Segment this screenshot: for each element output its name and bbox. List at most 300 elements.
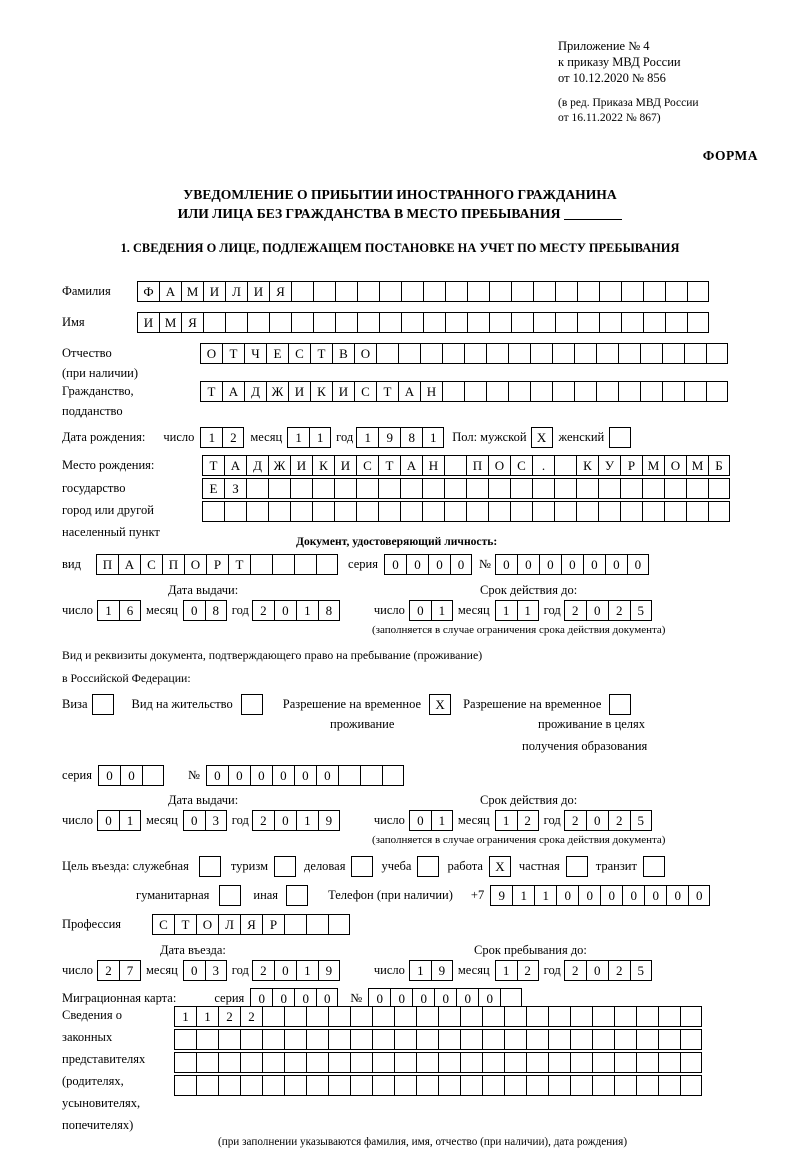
purpose-service-checkbox[interactable] — [199, 856, 221, 877]
form-cell[interactable]: А — [400, 455, 422, 476]
form-cell[interactable] — [422, 478, 444, 499]
form-cell[interactable] — [218, 1052, 240, 1073]
form-cell[interactable]: 2 — [608, 810, 630, 831]
legal-rep-row-4[interactable] — [174, 1075, 702, 1096]
purpose-business-checkbox[interactable] — [351, 856, 373, 877]
form-cell[interactable]: 0 — [316, 765, 338, 786]
form-cell[interactable] — [686, 501, 708, 522]
form-cell[interactable]: О — [354, 343, 376, 364]
form-cell[interactable] — [658, 1052, 680, 1073]
purpose-private-checkbox[interactable] — [566, 856, 588, 877]
form-cell[interactable] — [596, 343, 618, 364]
form-cell[interactable]: 3 — [205, 960, 227, 981]
form-cell[interactable] — [400, 501, 422, 522]
form-cell[interactable]: 1 — [409, 960, 431, 981]
doc-number-input[interactable] — [495, 554, 649, 575]
form-cell[interactable]: К — [310, 381, 332, 402]
form-cell[interactable] — [372, 1006, 394, 1027]
form-cell[interactable]: А — [222, 381, 244, 402]
form-cell[interactable]: Т — [222, 343, 244, 364]
form-cell[interactable]: 1 — [196, 1006, 218, 1027]
stay-issue-year-input[interactable] — [252, 810, 340, 831]
form-cell[interactable] — [599, 281, 621, 302]
form-cell[interactable] — [643, 281, 665, 302]
form-cell[interactable] — [577, 312, 599, 333]
stay-valid-month-input[interactable] — [495, 810, 539, 831]
form-cell[interactable]: 2 — [252, 960, 274, 981]
form-cell[interactable] — [533, 281, 555, 302]
form-cell[interactable]: 0 — [412, 988, 434, 1009]
stay-issue-month-input[interactable] — [183, 810, 227, 831]
form-cell[interactable] — [438, 1052, 460, 1073]
form-cell[interactable] — [680, 1006, 702, 1027]
form-cell[interactable]: 0 — [539, 554, 561, 575]
form-cell[interactable] — [464, 381, 486, 402]
form-cell[interactable] — [376, 343, 398, 364]
form-cell[interactable]: Ф — [137, 281, 159, 302]
form-cell[interactable] — [262, 1052, 284, 1073]
form-cell[interactable]: 0 — [406, 554, 428, 575]
form-cell[interactable]: И — [288, 381, 310, 402]
form-cell[interactable]: Т — [378, 455, 400, 476]
form-cell[interactable]: 1 — [296, 810, 318, 831]
stay-number-input[interactable] — [206, 765, 404, 786]
form-cell[interactable]: 0 — [97, 810, 119, 831]
form-cell[interactable]: 0 — [294, 988, 316, 1009]
form-cell[interactable] — [291, 281, 313, 302]
form-cell[interactable] — [400, 478, 422, 499]
form-cell[interactable]: 2 — [252, 600, 274, 621]
form-cell[interactable]: О — [200, 343, 222, 364]
form-cell[interactable] — [548, 1029, 570, 1050]
form-cell[interactable]: 6 — [119, 600, 141, 621]
form-cell[interactable] — [174, 1029, 196, 1050]
form-cell[interactable] — [526, 1029, 548, 1050]
form-cell[interactable] — [202, 501, 224, 522]
form-cell[interactable] — [684, 381, 706, 402]
name-input[interactable] — [137, 312, 709, 333]
form-cell[interactable]: 5 — [630, 810, 652, 831]
form-cell[interactable]: 0 — [409, 600, 431, 621]
form-cell[interactable] — [570, 1075, 592, 1096]
form-cell[interactable] — [510, 478, 532, 499]
form-cell[interactable]: Д — [244, 381, 266, 402]
form-cell[interactable] — [284, 914, 306, 935]
form-cell[interactable] — [642, 501, 664, 522]
form-cell[interactable] — [504, 1029, 526, 1050]
form-cell[interactable] — [378, 501, 400, 522]
form-cell[interactable]: 0 — [583, 554, 605, 575]
form-cell[interactable] — [642, 478, 664, 499]
form-cell[interactable]: 9 — [378, 427, 400, 448]
form-cell[interactable] — [680, 1075, 702, 1096]
form-cell[interactable]: Ж — [266, 381, 288, 402]
entry-year-input[interactable] — [252, 960, 340, 981]
form-cell[interactable] — [548, 1075, 570, 1096]
form-cell[interactable]: . — [532, 455, 554, 476]
form-cell[interactable] — [554, 501, 576, 522]
form-cell[interactable]: 0 — [622, 885, 644, 906]
form-cell[interactable] — [246, 478, 268, 499]
form-cell[interactable] — [526, 1052, 548, 1073]
form-cell[interactable]: А — [224, 455, 246, 476]
form-cell[interactable] — [532, 501, 554, 522]
form-cell[interactable] — [511, 312, 533, 333]
form-cell[interactable] — [662, 343, 684, 364]
form-cell[interactable]: С — [152, 914, 174, 935]
form-cell[interactable] — [510, 501, 532, 522]
stay-until-day-input[interactable] — [409, 960, 453, 981]
form-cell[interactable] — [554, 478, 576, 499]
form-cell[interactable]: 1 — [174, 1006, 196, 1027]
form-cell[interactable] — [614, 1006, 636, 1027]
form-cell[interactable]: 0 — [272, 765, 294, 786]
sex-female-checkbox[interactable] — [609, 427, 631, 448]
form-cell[interactable] — [445, 312, 467, 333]
form-cell[interactable] — [444, 478, 466, 499]
form-cell[interactable] — [262, 1075, 284, 1096]
form-cell[interactable] — [356, 501, 378, 522]
form-cell[interactable]: С — [356, 455, 378, 476]
form-cell[interactable]: Л — [218, 914, 240, 935]
form-cell[interactable] — [460, 1029, 482, 1050]
form-cell[interactable] — [334, 501, 356, 522]
form-cell[interactable]: 2 — [252, 810, 274, 831]
form-cell[interactable] — [422, 501, 444, 522]
form-cell[interactable] — [706, 343, 728, 364]
form-cell[interactable] — [576, 478, 598, 499]
form-cell[interactable] — [508, 343, 530, 364]
form-cell[interactable]: 0 — [666, 885, 688, 906]
birth-day-input[interactable] — [200, 427, 244, 448]
doc-series-input[interactable] — [384, 554, 472, 575]
form-cell[interactable] — [620, 478, 642, 499]
form-cell[interactable] — [335, 281, 357, 302]
form-cell[interactable]: В — [332, 343, 354, 364]
form-cell[interactable]: 2 — [564, 810, 586, 831]
form-cell[interactable]: 0 — [409, 810, 431, 831]
form-cell[interactable]: З — [224, 478, 246, 499]
form-cell[interactable]: 0 — [294, 765, 316, 786]
form-cell[interactable] — [460, 1075, 482, 1096]
form-cell[interactable]: 1 — [200, 427, 222, 448]
form-cell[interactable]: 0 — [183, 810, 205, 831]
surname-input[interactable] — [137, 281, 709, 302]
form-cell[interactable] — [225, 312, 247, 333]
form-cell[interactable]: 0 — [428, 554, 450, 575]
valid-year-input[interactable] — [564, 600, 652, 621]
form-cell[interactable] — [438, 1075, 460, 1096]
form-cell[interactable] — [577, 281, 599, 302]
form-cell[interactable] — [592, 1075, 614, 1096]
form-cell[interactable]: 0 — [644, 885, 666, 906]
form-cell[interactable] — [596, 381, 618, 402]
form-cell[interactable] — [196, 1029, 218, 1050]
form-cell[interactable] — [335, 312, 357, 333]
stay-valid-year-input[interactable] — [564, 810, 652, 831]
form-cell[interactable]: И — [332, 381, 354, 402]
doc-kind-input[interactable] — [96, 554, 338, 575]
form-cell[interactable] — [357, 312, 379, 333]
form-cell[interactable] — [636, 1029, 658, 1050]
form-cell[interactable] — [687, 281, 709, 302]
form-cell[interactable] — [438, 1006, 460, 1027]
form-cell[interactable] — [592, 1006, 614, 1027]
form-cell[interactable] — [312, 478, 334, 499]
purpose-work-checkbox[interactable]: Х — [489, 856, 511, 877]
form-cell[interactable]: 0 — [250, 988, 272, 1009]
form-cell[interactable] — [350, 1052, 372, 1073]
legal-rep-row-2[interactable] — [174, 1029, 702, 1050]
form-cell[interactable]: 0 — [456, 988, 478, 1009]
form-cell[interactable] — [658, 1075, 680, 1096]
purpose-humanitarian-checkbox[interactable] — [219, 885, 241, 906]
profession-input[interactable] — [152, 914, 350, 935]
form-cell[interactable] — [328, 1052, 350, 1073]
form-cell[interactable] — [350, 1006, 372, 1027]
form-cell[interactable]: 0 — [316, 988, 338, 1009]
form-cell[interactable] — [599, 312, 621, 333]
form-cell[interactable]: 5 — [630, 600, 652, 621]
form-cell[interactable] — [488, 478, 510, 499]
form-cell[interactable] — [306, 1052, 328, 1073]
form-cell[interactable] — [284, 1006, 306, 1027]
patronymic-input[interactable] — [200, 343, 728, 364]
form-cell[interactable] — [636, 1006, 658, 1027]
form-cell[interactable] — [268, 478, 290, 499]
stay-valid-day-input[interactable] — [409, 810, 453, 831]
form-cell[interactable] — [482, 1052, 504, 1073]
form-cell[interactable]: 0 — [183, 600, 205, 621]
form-cell[interactable] — [372, 1075, 394, 1096]
form-cell[interactable] — [328, 1029, 350, 1050]
form-cell[interactable]: И — [334, 455, 356, 476]
form-cell[interactable]: Т — [228, 554, 250, 575]
form-cell[interactable]: 1 — [287, 427, 309, 448]
form-cell[interactable] — [466, 478, 488, 499]
form-cell[interactable] — [552, 381, 574, 402]
form-cell[interactable]: 0 — [390, 988, 412, 1009]
form-cell[interactable] — [224, 501, 246, 522]
form-cell[interactable] — [394, 1052, 416, 1073]
form-cell[interactable] — [313, 312, 335, 333]
form-cell[interactable]: 0 — [478, 988, 500, 1009]
form-cell[interactable] — [372, 1052, 394, 1073]
form-cell[interactable]: И — [290, 455, 312, 476]
form-cell[interactable] — [574, 343, 596, 364]
form-cell[interactable] — [570, 1029, 592, 1050]
form-cell[interactable] — [240, 1029, 262, 1050]
form-cell[interactable] — [598, 478, 620, 499]
form-cell[interactable]: П — [96, 554, 118, 575]
form-cell[interactable] — [444, 455, 466, 476]
stay-series-input[interactable] — [98, 765, 164, 786]
form-cell[interactable]: К — [312, 455, 334, 476]
form-cell[interactable]: Р — [262, 914, 284, 935]
form-cell[interactable]: Р — [620, 455, 642, 476]
form-cell[interactable] — [142, 765, 164, 786]
form-cell[interactable] — [423, 281, 445, 302]
form-cell[interactable]: О — [184, 554, 206, 575]
form-cell[interactable] — [508, 381, 530, 402]
form-cell[interactable] — [636, 1075, 658, 1096]
form-cell[interactable] — [511, 281, 533, 302]
form-cell[interactable] — [636, 1052, 658, 1073]
form-cell[interactable]: М — [642, 455, 664, 476]
form-cell[interactable]: 1 — [97, 600, 119, 621]
form-cell[interactable] — [488, 501, 510, 522]
form-cell[interactable]: Т — [376, 381, 398, 402]
form-cell[interactable] — [618, 343, 640, 364]
form-cell[interactable]: 0 — [586, 960, 608, 981]
form-cell[interactable]: М — [181, 281, 203, 302]
form-cell[interactable]: 1 — [495, 600, 517, 621]
form-cell[interactable] — [614, 1075, 636, 1096]
form-cell[interactable] — [250, 554, 272, 575]
form-cell[interactable] — [306, 1006, 328, 1027]
form-cell[interactable] — [486, 343, 508, 364]
form-cell[interactable]: Я — [240, 914, 262, 935]
form-cell[interactable] — [420, 343, 442, 364]
form-cell[interactable] — [379, 281, 401, 302]
form-cell[interactable]: Б — [708, 455, 730, 476]
form-cell[interactable]: О — [196, 914, 218, 935]
birthplace-row-3[interactable] — [202, 501, 730, 522]
form-cell[interactable] — [382, 765, 404, 786]
form-cell[interactable]: 1 — [495, 960, 517, 981]
form-cell[interactable]: О — [664, 455, 686, 476]
form-cell[interactable] — [555, 281, 577, 302]
form-cell[interactable] — [708, 501, 730, 522]
form-cell[interactable]: 1 — [512, 885, 534, 906]
form-cell[interactable] — [218, 1075, 240, 1096]
form-cell[interactable]: 0 — [434, 988, 456, 1009]
form-cell[interactable] — [708, 478, 730, 499]
form-cell[interactable]: С — [354, 381, 376, 402]
form-cell[interactable]: Т — [200, 381, 222, 402]
form-cell[interactable]: К — [576, 455, 598, 476]
form-cell[interactable]: 0 — [600, 885, 622, 906]
form-cell[interactable]: 2 — [97, 960, 119, 981]
form-cell[interactable] — [312, 501, 334, 522]
form-cell[interactable] — [482, 1075, 504, 1096]
form-cell[interactable]: 0 — [450, 554, 472, 575]
legal-rep-row-1[interactable] — [174, 1006, 702, 1027]
form-cell[interactable]: 0 — [517, 554, 539, 575]
form-cell[interactable]: П — [466, 455, 488, 476]
form-cell[interactable]: Д — [246, 455, 268, 476]
form-cell[interactable] — [291, 312, 313, 333]
form-cell[interactable] — [664, 478, 686, 499]
form-cell[interactable] — [444, 501, 466, 522]
form-cell[interactable] — [574, 381, 596, 402]
form-cell[interactable] — [460, 1006, 482, 1027]
form-cell[interactable]: 1 — [309, 427, 331, 448]
form-cell[interactable] — [328, 914, 350, 935]
form-cell[interactable]: Н — [422, 455, 444, 476]
form-cell[interactable]: А — [118, 554, 140, 575]
form-cell[interactable]: И — [247, 281, 269, 302]
form-cell[interactable] — [460, 1052, 482, 1073]
form-cell[interactable]: 0 — [586, 600, 608, 621]
form-cell[interactable]: Т — [202, 455, 224, 476]
form-cell[interactable] — [618, 381, 640, 402]
form-cell[interactable] — [592, 1052, 614, 1073]
form-cell[interactable] — [464, 343, 486, 364]
form-cell[interactable]: 1 — [119, 810, 141, 831]
form-cell[interactable] — [706, 381, 728, 402]
form-cell[interactable] — [196, 1075, 218, 1096]
form-cell[interactable]: 3 — [205, 810, 227, 831]
form-cell[interactable]: 0 — [561, 554, 583, 575]
form-cell[interactable] — [665, 312, 687, 333]
form-cell[interactable] — [482, 1006, 504, 1027]
form-cell[interactable] — [416, 1006, 438, 1027]
form-cell[interactable] — [658, 1006, 680, 1027]
residence-permit-checkbox[interactable] — [241, 694, 263, 715]
form-cell[interactable]: 1 — [431, 600, 453, 621]
form-cell[interactable] — [350, 1029, 372, 1050]
form-cell[interactable] — [662, 381, 684, 402]
form-cell[interactable]: 1 — [296, 960, 318, 981]
form-cell[interactable] — [246, 501, 268, 522]
form-cell[interactable] — [240, 1075, 262, 1096]
form-cell[interactable] — [438, 1029, 460, 1050]
form-cell[interactable] — [570, 1006, 592, 1027]
form-cell[interactable] — [394, 1029, 416, 1050]
form-cell[interactable] — [620, 501, 642, 522]
issue-month-input[interactable] — [183, 600, 227, 621]
form-cell[interactable] — [262, 1006, 284, 1027]
form-cell[interactable]: О — [488, 455, 510, 476]
form-cell[interactable]: 0 — [183, 960, 205, 981]
form-cell[interactable] — [269, 312, 291, 333]
form-cell[interactable] — [338, 765, 360, 786]
form-cell[interactable] — [174, 1052, 196, 1073]
form-cell[interactable] — [532, 478, 554, 499]
form-cell[interactable] — [328, 1075, 350, 1096]
form-cell[interactable]: П — [162, 554, 184, 575]
form-cell[interactable] — [416, 1075, 438, 1096]
form-cell[interactable]: 2 — [517, 810, 539, 831]
form-cell[interactable] — [313, 281, 335, 302]
form-cell[interactable]: Я — [269, 281, 291, 302]
form-cell[interactable]: Ч — [244, 343, 266, 364]
form-cell[interactable] — [372, 1029, 394, 1050]
form-cell[interactable] — [203, 312, 225, 333]
purpose-study-checkbox[interactable] — [417, 856, 439, 877]
form-cell[interactable] — [360, 765, 382, 786]
form-cell[interactable]: 0 — [384, 554, 406, 575]
form-cell[interactable] — [658, 1029, 680, 1050]
form-cell[interactable] — [379, 312, 401, 333]
form-cell[interactable] — [614, 1052, 636, 1073]
form-cell[interactable]: М — [686, 455, 708, 476]
form-cell[interactable]: 1 — [534, 885, 556, 906]
form-cell[interactable] — [530, 343, 552, 364]
valid-month-input[interactable] — [495, 600, 539, 621]
form-cell[interactable] — [272, 554, 294, 575]
form-cell[interactable] — [334, 478, 356, 499]
form-cell[interactable] — [643, 312, 665, 333]
form-cell[interactable] — [284, 1029, 306, 1050]
birthplace-row-2[interactable] — [202, 478, 730, 499]
form-cell[interactable] — [504, 1052, 526, 1073]
form-cell[interactable] — [592, 1029, 614, 1050]
form-cell[interactable] — [356, 478, 378, 499]
form-cell[interactable] — [174, 1075, 196, 1096]
form-cell[interactable] — [218, 1029, 240, 1050]
